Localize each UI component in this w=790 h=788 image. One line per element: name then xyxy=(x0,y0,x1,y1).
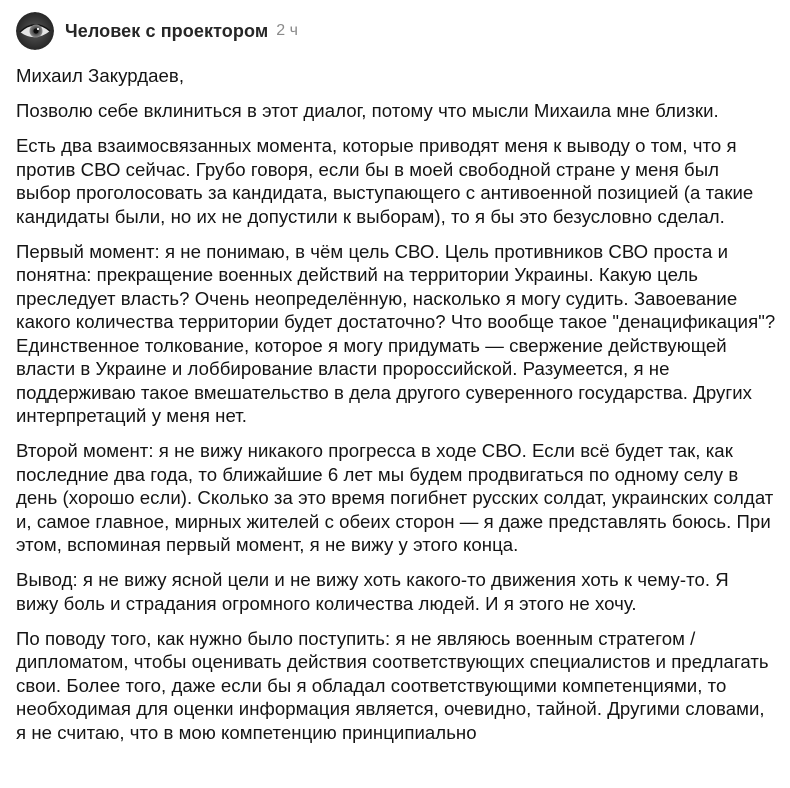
comment-timestamp[interactable]: 2 ч xyxy=(276,22,298,39)
comment-header xyxy=(16,12,776,50)
comment-body xyxy=(16,64,776,744)
comment-paragraph: Второй момент: я не вижу никакого прогресса в ходе СВО. Если всё будет так, как последние два года, то ближайшие 6 лет мы будем продвигаться по одному селу в день (хорошо если). Сколько за это время погибнет русских солдат, украинских солдат и, самое главное, мирных жителей с обеих сторон — я даже представлять боюсь. При этом, вспоминая первый момент, я не вижу у этого конца. xyxy=(16,440,774,555)
comment-paragraph: Позволю себе вклиниться в этот диалог, потому что мысли Михаила мне близки. xyxy=(16,100,719,121)
comment-paragraph: По поводу того, как нужно было поступить: я не являюсь военным стратегом / дипломатом, чтобы оценивать действия соответствующих специалистов и предлагать свои. Более того, даже если бы я обладал соответствующими компетенциями, то необходимая для оценки информация является, очевидно, тайной. Другими словами, я не считаю, что в мою компетенцию принципиально xyxy=(16,627,769,743)
author-name[interactable]: Человек с проектором xyxy=(65,20,269,41)
comment-paragraph: Вывод: я не вижу ясной цели и не вижу хоть какого-то движения хоть к чему-то. Я вижу боль и страдания огромного количества людей. И я этого не хочу. xyxy=(16,569,729,614)
author-avatar[interactable] xyxy=(16,12,54,50)
comment-paragraph: Первый момент: я не понимаю, в чём цель СВО. Цель противников СВО проста и понятна: прекращение военных действий на территории Украины. Какую цель преследует власть? Очень неопределённую, насколько я могу судить. Завоевание какого количества территории будет достаточно? Что вообще такое "денацификация"? Единственное толкование, которое я могу придумать — свержение действующей власти в Украине и лоббирование власти пророссийской. Разумеется, я не поддерживаю такое вмешательство в дела другого суверенного государства. Других интерпретаций у меня нет. xyxy=(16,240,776,426)
comment-paragraph: Михаил Закурдаев, xyxy=(16,65,185,86)
eye-avatar-icon xyxy=(16,12,54,50)
comment-paragraph: Есть два взаимосвязанных момента, которые приводят меня к выводу о том, что я против СВО сейчас. Грубо говоря, если бы в моей свободной стране у меня был выбор проголосовать за кандидата, выступающего с антивоенной позицией (а такие кандидаты были, но их не допустили к выборам), то я бы это безусловно сделал. xyxy=(16,135,754,227)
